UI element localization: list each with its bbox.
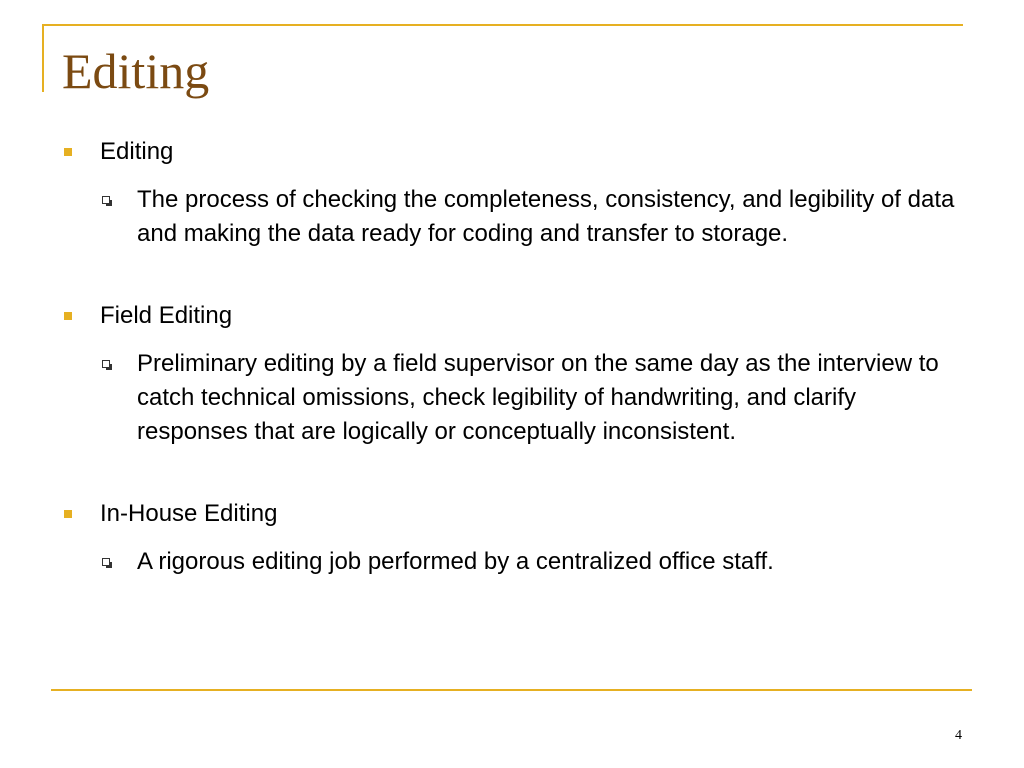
hollow-square-bullet-icon: [102, 196, 110, 204]
sub-bullet-text: The process of checking the completeness, consistency, and legibility of data and making the data ready for coding and transfer to storage.: [137, 186, 955, 247]
slide-title: Editing: [62, 43, 210, 99]
frame-left-rule: [42, 24, 44, 92]
bullet-item: [100, 135, 960, 169]
square-bullet-icon: [64, 510, 72, 518]
square-bullet-icon: [64, 312, 72, 320]
bullet-heading: Field Editing: [100, 302, 233, 329]
sub-bullet-item: [137, 545, 957, 579]
bullet-item: [100, 497, 960, 531]
bullet-heading: Editing: [100, 138, 174, 165]
page-number: 4: [955, 728, 962, 743]
bullet-item: [100, 299, 960, 333]
footer-rule: [51, 689, 972, 691]
hollow-square-bullet-icon: [102, 558, 110, 566]
sub-bullet-text: A rigorous editing job performed by a centralized office staff.: [137, 548, 774, 575]
square-bullet-icon: [64, 148, 72, 156]
frame-top-rule: [42, 24, 963, 26]
sub-bullet-item: [137, 183, 957, 251]
bullet-heading: In-House Editing: [100, 500, 278, 527]
hollow-square-bullet-icon: [102, 360, 110, 368]
sub-bullet-text: Preliminary editing by a field supervisor on the same day as the interview to catch technical omissions, check legibility of handwriting, and clarify responses that are logically or conceptually inconsistent.: [137, 350, 939, 445]
sub-bullet-item: [137, 347, 957, 449]
